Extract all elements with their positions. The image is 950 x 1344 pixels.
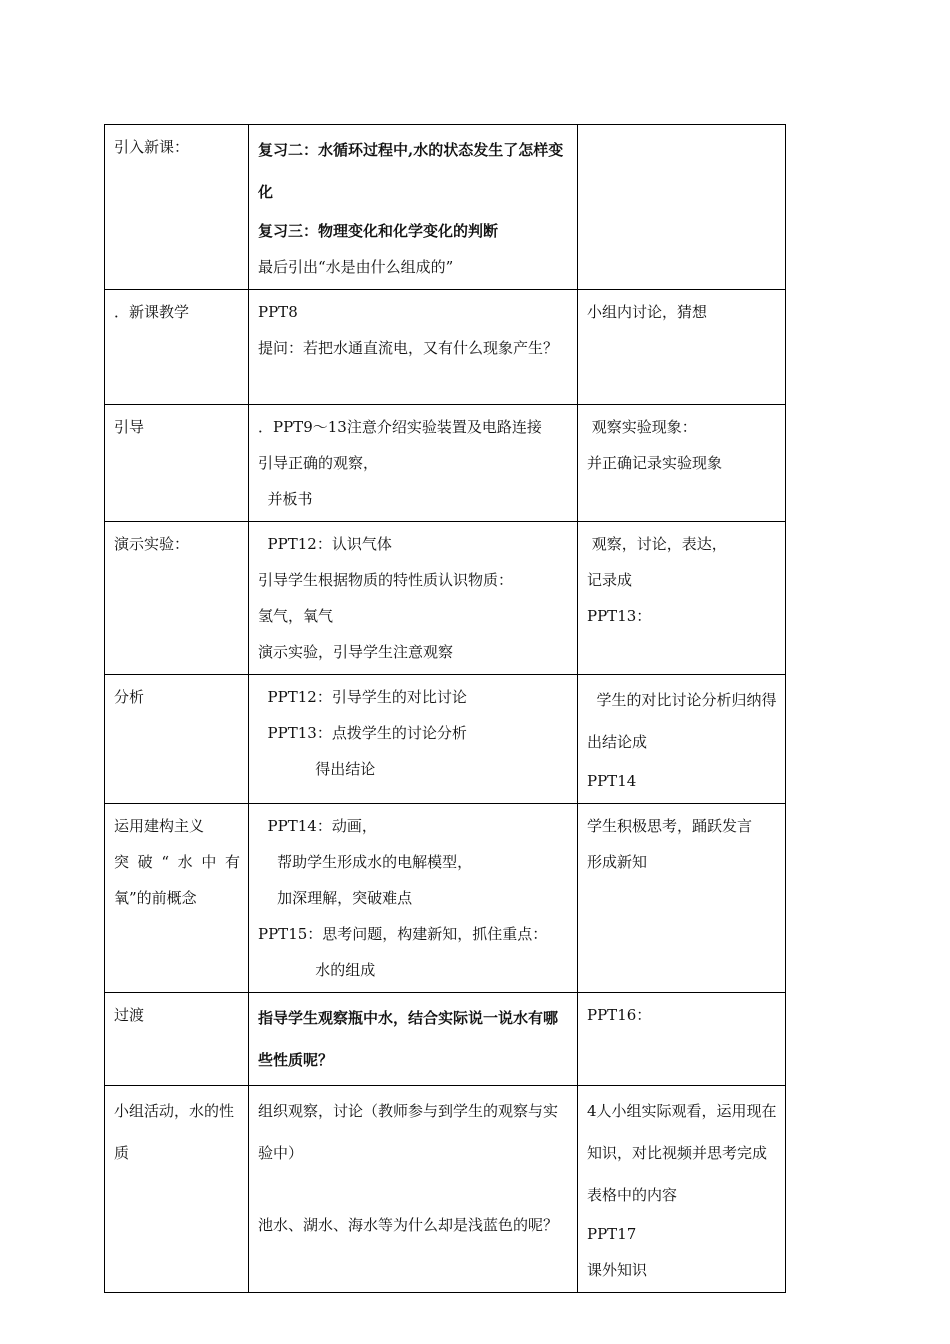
student-activity-cell (578, 405, 786, 522)
stage-cell (105, 993, 249, 1086)
student-text: 并正确记录实验现象 (587, 454, 723, 472)
teacher-activity-cell (249, 405, 578, 522)
teacher-activity-cell (249, 993, 578, 1086)
teacher-activity-cell (249, 675, 578, 804)
stage-cell (105, 804, 249, 993)
table-row (105, 522, 786, 675)
teacher-text: 水的组成 (258, 961, 376, 979)
table-row (105, 993, 786, 1086)
stage-text: 引入新课： (114, 138, 190, 156)
student-text: 课外知识 (587, 1261, 648, 1279)
stage-text: 分析 (114, 688, 145, 706)
teacher-activity-cell (249, 290, 578, 405)
stage-text: 引导 (114, 418, 145, 436)
student-text: 形成新知 (587, 853, 648, 871)
teacher-text: PPT14：动画， (258, 817, 377, 835)
student-text: PPT14 (587, 772, 637, 790)
teacher-text: 引导学生根据物质的特性质认识物质： (258, 571, 514, 589)
table-row (105, 405, 786, 522)
table-row (105, 1086, 786, 1293)
student-activity-cell (578, 290, 786, 405)
teacher-text: 复习二：水循环过程中,水的状态发生了怎样变化 (258, 141, 564, 201)
student-text: 小组内讨论，猜想 (587, 303, 708, 321)
teacher-text: 并板书 (258, 490, 313, 508)
stage-text: 过渡 (114, 1006, 145, 1024)
stage-cell (105, 675, 249, 804)
teacher-text: 得出结论 (258, 760, 376, 778)
teacher-text: 提问：若把水通直流电，又有什么现象产生？ (258, 339, 559, 357)
teacher-activity-cell (249, 804, 578, 993)
teacher-activity-cell (249, 1086, 578, 1293)
teacher-text: 演示实验，引导学生注意观察 (258, 643, 454, 661)
teacher-text: 最后引出“水是由什么组成的” (258, 258, 454, 276)
spacer (258, 1174, 569, 1204)
stage-cell (105, 405, 249, 522)
teacher-text: 池水、湖水、海水等为什么却是浅蓝色的呢？ (258, 1216, 559, 1234)
student-text: 学生的对比讨论分析归纳得出结论成 (587, 691, 777, 751)
student-activity-cell (578, 804, 786, 993)
student-text: 观察，讨论，表达， (587, 535, 727, 553)
student-text: PPT17 (587, 1225, 637, 1243)
teacher-text: 加深理解，突破难点 (258, 889, 413, 907)
student-text: 4人小组实际观看，运用现在知识，对比视频并思考完成表格中的内容 (587, 1102, 777, 1204)
teacher-text: PPT12：引导学生的对比讨论 (258, 688, 467, 706)
table-row (105, 125, 786, 290)
teacher-text: 指导学生观察瓶中水，结合实际说一说水有哪些性质呢？ (258, 1009, 559, 1069)
teacher-text: PPT12：认识气体 (258, 535, 392, 553)
teacher-activity-cell (249, 522, 578, 675)
teacher-text: 帮助学生形成水的电解模型， (258, 853, 473, 871)
student-text: PPT16： (587, 1006, 652, 1024)
stage-cell (105, 125, 249, 290)
stage-text: 演示实验： (114, 535, 190, 553)
teacher-text: PPT15：思考问题，构建新知，抓住重点： (258, 925, 548, 943)
stage-cell (105, 1086, 249, 1293)
student-activity-cell (578, 125, 786, 290)
student-activity-cell (578, 993, 786, 1086)
teacher-text: 组织观察，讨论（教师参与到学生的观察与实验中） (258, 1102, 559, 1162)
student-text: 学生积极思考，踊跃发言 (587, 817, 753, 835)
stage-text: 突破“水中有 (114, 853, 240, 871)
student-text: 观察实验现象： (587, 418, 697, 436)
student-activity-cell (578, 675, 786, 804)
table-row (105, 675, 786, 804)
table-row (105, 290, 786, 405)
teacher-text: 氢气，氧气 (258, 607, 334, 625)
teacher-text: ．PPT9～13注意介绍实验装置及电路连接 (258, 418, 542, 436)
teacher-text: 引导正确的观察， (258, 454, 379, 472)
student-activity-cell (578, 1086, 786, 1293)
stage-cell (105, 522, 249, 675)
teacher-activity-cell (249, 125, 578, 290)
teacher-text: PPT13：点拨学生的讨论分析 (258, 724, 467, 742)
stage-cell (105, 290, 249, 405)
stage-text: 氧”的前概念 (114, 889, 197, 907)
student-text: PPT13： (587, 607, 652, 625)
stage-text: 运用建构主义 (114, 817, 205, 835)
student-activity-cell (578, 522, 786, 675)
teacher-text: PPT8 (258, 303, 298, 321)
table-row (105, 804, 786, 993)
stage-text: ．新课教学 (114, 303, 190, 321)
stage-text: 小组活动，水的性质 (114, 1102, 235, 1162)
student-text: 记录成 (587, 571, 633, 589)
lesson-plan-table (104, 124, 786, 1293)
teacher-text: 复习三：物理变化和化学变化的判断 (258, 222, 499, 240)
